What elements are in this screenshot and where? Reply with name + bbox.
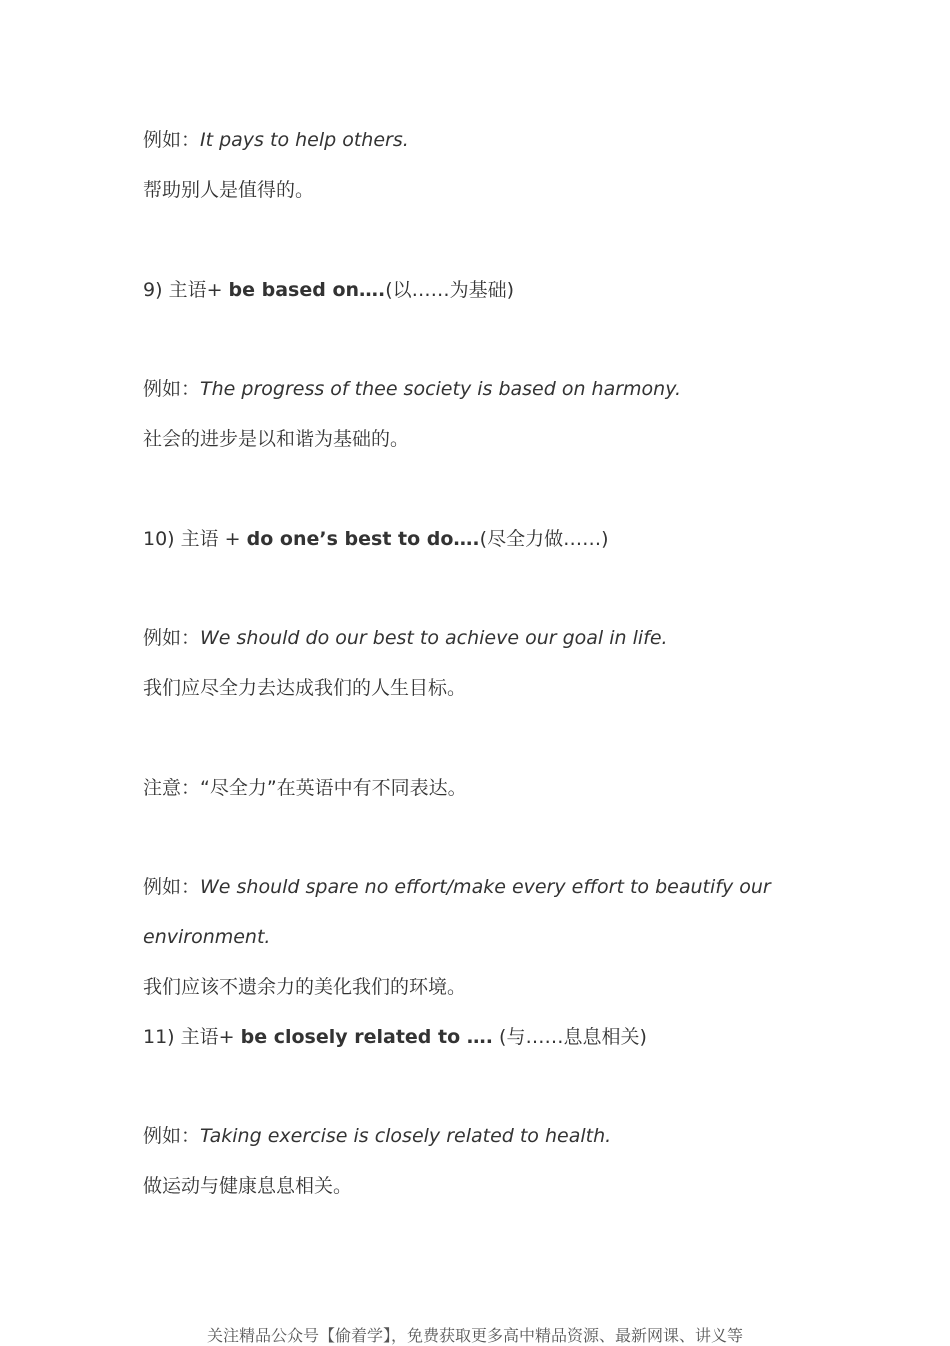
note-line: 注意：“尽全力”在英语中有不同表达。 [143,777,467,799]
example-sentence: We should spare no effort/make every effort to beautify our [200,876,771,898]
pattern-number: 10) [143,528,175,550]
translation-line: 社会的进步是以和谐为基础的。 [143,428,410,450]
example-sentence: It pays to help others. [200,129,409,151]
example-line [143,1124,611,1148]
pattern-phrase: be closely related to …. [240,1026,493,1048]
example-sentence: We should do our best to achieve our goal in life. [200,627,668,649]
example-label: 例如： [143,1125,201,1147]
example-line [143,377,681,401]
pattern-meaning: (以……为基础) [385,279,515,301]
example-label: 例如： [143,378,201,400]
example-line [143,128,409,152]
example-label: 例如： [143,627,201,649]
translation-line: 我们应尽全力去达成我们的人生目标。 [143,677,467,699]
pattern-meaning: (与……息息相关) [499,1026,647,1048]
example-label: 例如： [143,876,201,898]
example-line [143,626,668,650]
example-sentence-continued: environment. [143,926,271,948]
pattern-heading [143,278,514,302]
example-label: 例如： [143,129,201,151]
translation-line: 我们应该不遗余力的美化我们的环境。 [143,976,467,998]
example-sentence: Taking exercise is closely related to health. [200,1125,612,1147]
pattern-meaning: (尽全力做……) [479,528,609,550]
example-sentence: The progress of thee society is based on harmony. [200,378,682,400]
pattern-heading [143,527,608,551]
translation-line: 帮助别人是值得的。 [143,179,315,201]
pattern-phrase: do one’s best to do…. [246,528,480,550]
pattern-phrase: be based on…. [228,279,386,301]
page-footer: 关注精品公众号【偷着学】，免费获取更多高中精品资源、最新网课、讲义等 [206,1326,743,1345]
translation-line: 做运动与健康息息相关。 [143,1175,353,1197]
example-line [143,875,771,899]
pattern-subject: 主语 + [180,528,241,550]
pattern-number: 11) [143,1026,175,1048]
pattern-subject: 主语+ [180,1026,235,1048]
pattern-heading [143,1025,647,1049]
pattern-number: 9) [143,279,163,301]
pattern-subject: 主语+ [168,279,223,301]
